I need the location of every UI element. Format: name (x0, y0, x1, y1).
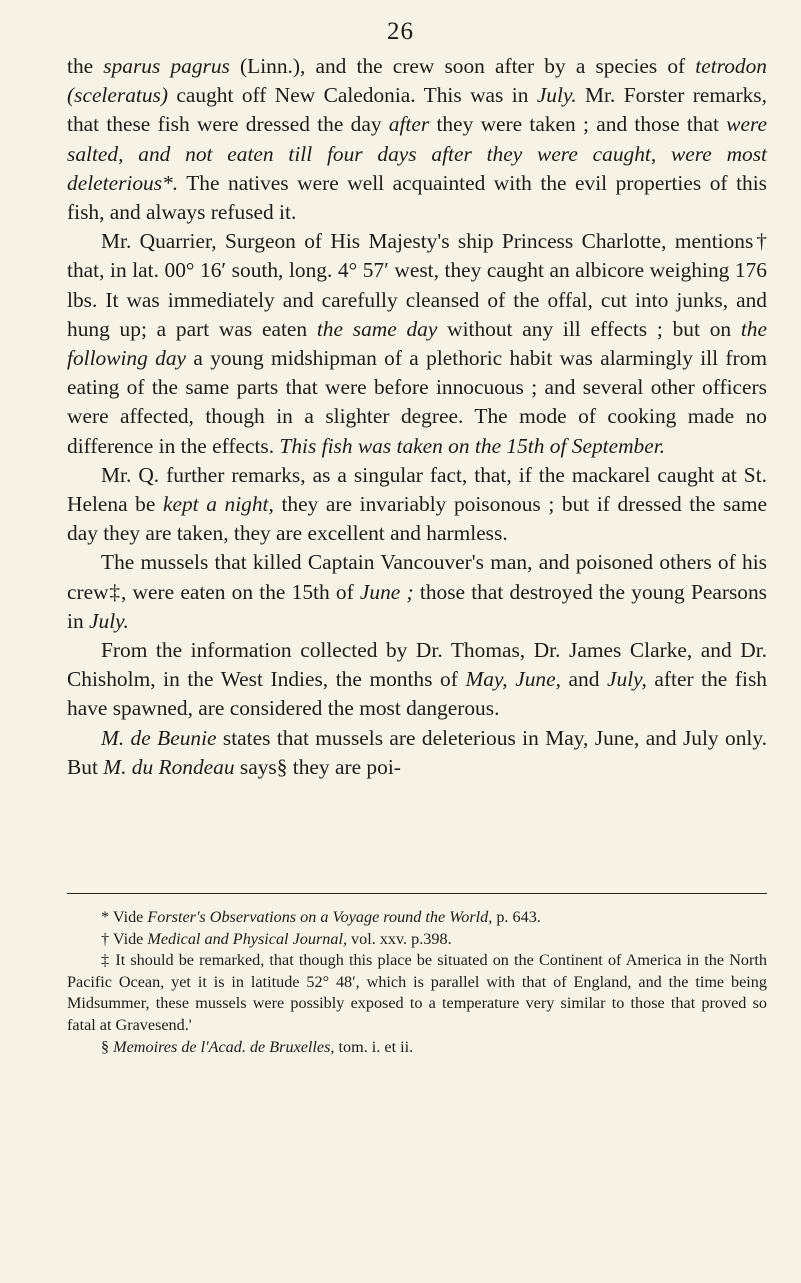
italic-text: after (388, 112, 430, 137)
text-run: after the fish have spawned, are considered the most dangerous. (67, 667, 767, 721)
text-run: Mr. Quarrier, Surgeon of His Majesty's ship Princess Charlotte, mentions† that, in lat. 00° 16′ south, long. 4° 57′ west, they caught an albicore weighing 176 lbs. It was immediately and carefully cleansed of the offal, cut into junks, and hung up; a part was eaten (67, 229, 767, 341)
italic-text: July. (536, 83, 577, 108)
footnote-divider (67, 893, 767, 894)
italic-text: July, (607, 667, 647, 692)
text-run: says§ they are poi- (234, 754, 401, 779)
italic-text: This fish was taken on the 15th of September. (279, 433, 666, 458)
text-run: * Vide (101, 908, 148, 926)
text-run: The natives were well acquainted with the evil properties of this fish, and always refused it. (67, 170, 767, 225)
paragraph (67, 548, 767, 636)
italic-text: the same day (316, 316, 438, 341)
text-run: tom. i. et ii. (334, 1037, 414, 1056)
page-number: 26 (387, 18, 414, 45)
italic-text: were salted, and not eaten till four days after they were caught, were most deleterious*. (67, 112, 767, 195)
italic-text: July. (89, 608, 129, 633)
paragraph (67, 461, 767, 549)
footnotes (67, 907, 767, 1058)
italic-text: Medical and Physical Journal, (147, 929, 347, 948)
italic-text: sparus pagrus (103, 54, 230, 78)
text-run: those that destroyed the young Pearsons in (67, 579, 768, 633)
text-run: p. 643. (492, 908, 541, 926)
italic-text: tetrodon (sceleratus) (67, 54, 767, 108)
paragraph (67, 227, 767, 461)
text-run: they are invariably poisonous ; but if dressed the same day they are taken, they are excellent and harmless. (67, 492, 767, 546)
italic-text: kept a night, (162, 492, 274, 517)
text-run: ‡ It should be remarked, that though this place be situated on the Continent of America in the North Pacific Ocean, yet it is in latitude 52° 48′, which is parallel with that of England, and the time being Midsummer, these mussels were possibly exposed to a temperature very similar to those that proved so fatal at Gravesend.' (67, 951, 767, 1034)
text-run: a young midshipman of a plethoric habit was alarmingly ill from eating of the same parts that were before innocuous ; and several other officers were affected, though in a slighter degree. The mode of cooking made no difference in the effects. (67, 346, 767, 458)
italic-text: the following day (67, 316, 767, 371)
text-run: states that mussels are deleterious in May, June, and July only. But (67, 725, 767, 779)
italic-text: M. de Beunie (101, 725, 217, 750)
text-run: From the information collected by Dr. Thomas, Dr. James Clarke, and Dr. Chisholm, in the West Indies, the months of (67, 638, 767, 692)
footnote (67, 929, 767, 951)
text-run: Mr. Forster remarks, that these fish were dressed the day (67, 83, 767, 137)
text-run: caught off New Caledonia. This was in (167, 83, 537, 108)
italic-text: M. du Rondeau (103, 754, 235, 779)
text-run: vol. xxv. p.398. (347, 929, 452, 948)
italic-text: Forster's Observations on a Voyage round the World, (147, 908, 493, 926)
footnote (67, 907, 767, 929)
italic-text: May, June, (465, 667, 561, 692)
text-run: and (560, 667, 608, 692)
italic-text: Memoires de l'Acad. de Bruxelles, (113, 1037, 335, 1056)
paragraph (67, 636, 767, 724)
paragraph (67, 724, 767, 782)
text-run: Mr. Q. further remarks, as a singular fact, that, if the mackarel caught at St. Helena be (67, 462, 767, 517)
footnote (67, 950, 767, 1036)
text-run: (Linn.), and the crew soon after by a species of (229, 54, 696, 78)
paragraph (67, 52, 767, 227)
text-run: they were taken ; and those that (429, 112, 727, 137)
text-run: The mussels that killed Captain Vancouver's man, and poisoned others of his crew‡, were eaten on the 15th of (67, 550, 767, 604)
footnote (67, 1037, 767, 1059)
body-text (67, 52, 767, 782)
text-run: § (101, 1037, 114, 1056)
italic-text: June ; (359, 579, 414, 604)
text-run: † Vide (101, 929, 148, 948)
text-run: without any ill effects ; but on (437, 316, 741, 341)
text-run: the (67, 54, 104, 78)
